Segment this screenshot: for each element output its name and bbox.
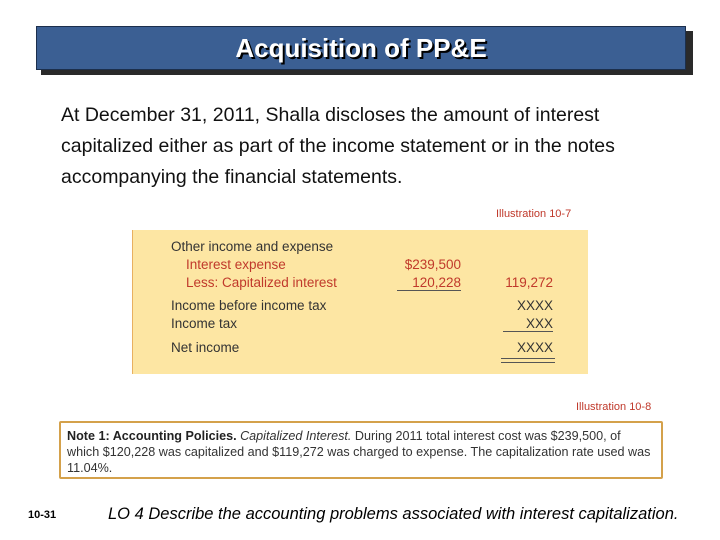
slide-number: 10-31 (28, 509, 57, 521)
income-tax-label: Income tax (171, 316, 238, 331)
note-body: During 2011 total interest cost was $239,500, of which $120,228 was capitalized and $119,272 was charged to expense. The capitalization rate used was 11.04%. (67, 429, 651, 475)
net-income-label: Net income (171, 340, 240, 355)
note-heading: Note 1: Accounting Policies. (67, 429, 237, 443)
capitalized-interest-label: Less: Capitalized interest (186, 275, 337, 290)
income-tax-value: XXX (503, 316, 553, 332)
note-italic-title: Capitalized Interest. (240, 429, 352, 443)
interest-expense-label: Interest expense (186, 257, 286, 272)
illustration-7-label: Illustration 10-7 (496, 208, 572, 220)
title-banner (36, 26, 686, 70)
interest-expense-value: $239,500 (404, 257, 461, 272)
learning-objective: LO 4 Describe the accounting problems associated with interest capitalization. (108, 505, 679, 523)
net-income-value: XXXX (516, 340, 553, 355)
income-before-tax-label: Income before income tax (171, 298, 327, 313)
other-income-heading: Other income and expense (171, 239, 334, 254)
income-before-tax-value: XXXX (516, 298, 553, 313)
net-interest-value: 119,272 (505, 275, 553, 290)
illustration-8-note (59, 421, 663, 479)
slide-title: Acquisition of PP&E (235, 32, 487, 63)
intro-paragraph: At December 31, 2011, Shalla discloses the amount of interest capitalized either as part of the income statement or in the notes accompanying the financial statements. (61, 104, 615, 188)
capitalized-interest-value: 120,228 (397, 275, 461, 291)
net-income-double-underline (501, 358, 555, 363)
illustration-8-label: Illustration 10-8 (576, 401, 652, 413)
illustration-7-income-statement (132, 230, 588, 374)
